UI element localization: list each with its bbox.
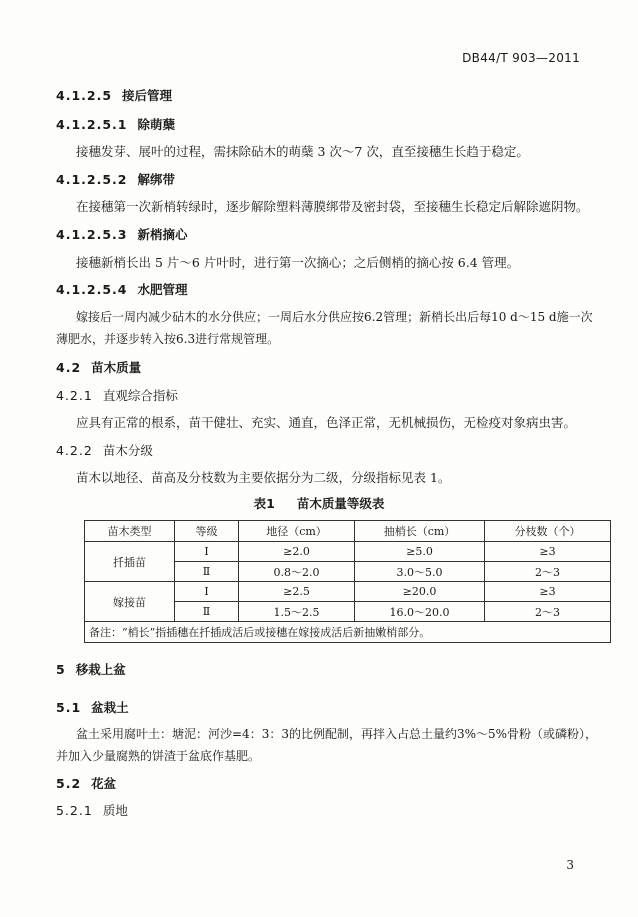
heading-5-2 bbox=[56, 774, 116, 792]
paragraph-water-fertilizer-line2: 薄肥水，并逐步转入按6.3进行常规管理。 bbox=[56, 332, 280, 346]
cell-shoot-length: ≥5.0 bbox=[355, 542, 485, 562]
cell-grade: Ⅱ bbox=[175, 562, 239, 582]
cell-branch-count: ≥3 bbox=[485, 542, 611, 562]
heading-number: 5.2.1 bbox=[56, 803, 93, 818]
table-caption bbox=[0, 494, 638, 512]
table-note-row bbox=[85, 622, 611, 643]
paragraph-potting-soil-line2: 并加入少量腐熟的饼渣于盆底作基肥。 bbox=[56, 749, 261, 763]
paragraph-untie-bands: 在接穗第一次新梢转绿时，逐步解除塑料薄膜绑带及密封袋，至接穗生长稳定后解除遮阴物。 bbox=[76, 199, 589, 214]
cell-diameter: 1.5～2.5 bbox=[239, 602, 355, 622]
heading-number: 4.1.2.5.4 bbox=[56, 282, 128, 297]
paragraph-potting-soil-line1: 盆土采用腐叶土：塘泥：河沙=4：3：3的比例配制，再拌入占总土量约3%～5%骨粉（或磷粉）， bbox=[76, 727, 598, 741]
heading-number: 5 bbox=[56, 662, 66, 677]
header-shoot-length: 抽梢长（cm） bbox=[355, 521, 485, 542]
cell-shoot-length: 16.0～20.0 bbox=[355, 602, 485, 622]
cell-diameter: ≥2.5 bbox=[239, 582, 355, 602]
paragraph-grading: 苗木以地径、苗高及分枝数为主要依据分为二级，分级指标见表 1。 bbox=[76, 470, 451, 485]
heading-title: 盆栽土 bbox=[91, 700, 129, 715]
heading-title: 质地 bbox=[102, 803, 128, 818]
heading-4-2 bbox=[56, 358, 141, 376]
heading-5 bbox=[56, 660, 126, 678]
heading-number: 4.1.2.5.3 bbox=[56, 227, 128, 242]
paragraph-visual-indicators: 应具有正常的根系，苗干健壮、充实、通直，色泽正常，无机械损伤，无检疫对象病虫害。 bbox=[76, 415, 577, 430]
heading-title: 接后管理 bbox=[122, 88, 173, 103]
heading-number: 4.2.1 bbox=[56, 388, 93, 403]
heading-title: 苗木分级 bbox=[102, 443, 153, 458]
heading-5-2-1 bbox=[56, 801, 128, 819]
heading-4-1-2-5 bbox=[56, 86, 172, 104]
cell-grade: Ⅱ bbox=[175, 602, 239, 622]
header-grade: 等级 bbox=[175, 521, 239, 542]
heading-title: 苗木质量 bbox=[91, 360, 142, 375]
table-caption-title: 苗木质量等级表 bbox=[296, 496, 385, 511]
heading-number: 4.1.2.5 bbox=[56, 88, 113, 103]
heading-title: 移栽上盆 bbox=[75, 662, 126, 677]
heading-title: 除萌蘖 bbox=[137, 117, 175, 132]
heading-number: 4.2 bbox=[56, 360, 82, 375]
heading-number: 4.2.2 bbox=[56, 443, 93, 458]
heading-title: 直观综合指标 bbox=[102, 388, 178, 403]
cell-diameter: ≥2.0 bbox=[239, 542, 355, 562]
paragraph-remove-sprouts: 接穗发芽、展叶的过程，需抹除砧木的萌蘖 3 次～7 次，直至接穗生长趋于稳定。 bbox=[76, 144, 529, 159]
cell-seedling-type: 嫁接苗 bbox=[85, 582, 175, 622]
heading-4-2-2 bbox=[56, 441, 153, 459]
header-seedling-type: 苗木类型 bbox=[85, 521, 175, 542]
cell-grade: Ⅰ bbox=[175, 582, 239, 602]
cell-grade: Ⅰ bbox=[175, 542, 239, 562]
table-caption-number: 表1 bbox=[253, 496, 275, 511]
heading-5-1 bbox=[56, 698, 129, 716]
cell-branch-count: 2～3 bbox=[485, 562, 611, 582]
heading-number: 4.1.2.5.1 bbox=[56, 117, 128, 132]
cell-branch-count: 2～3 bbox=[485, 602, 611, 622]
document-number: DB44/T 903—2011 bbox=[462, 51, 580, 65]
heading-4-1-2-5-3 bbox=[56, 225, 188, 243]
table-note: 备注：“梢长”指插穗在扦插成活后或接穗在嫁接成活后新抽嫩梢部分。 bbox=[85, 622, 611, 643]
cell-diameter: 0.8～2.0 bbox=[239, 562, 355, 582]
heading-number: 4.1.2.5.2 bbox=[56, 172, 128, 187]
paragraph-water-fertilizer-line1: 嫁接后一周内减少砧木的水分供应；一周后水分供应按6.2管理；新梢长出后每10 d～15 d施一次 bbox=[76, 310, 593, 324]
header-branch-count: 分枝数（个） bbox=[485, 521, 611, 542]
cell-shoot-length: ≥20.0 bbox=[355, 582, 485, 602]
heading-number: 5.1 bbox=[56, 700, 82, 715]
seedling-quality-table bbox=[84, 520, 611, 643]
heading-title: 解绑带 bbox=[137, 172, 175, 187]
cell-branch-count: ≥3 bbox=[485, 582, 611, 602]
heading-number: 5.2 bbox=[56, 776, 82, 791]
heading-title: 新梢摘心 bbox=[137, 227, 188, 242]
heading-4-1-2-5-1 bbox=[56, 115, 175, 133]
heading-4-2-1 bbox=[56, 386, 178, 404]
cell-seedling-type: 扦插苗 bbox=[85, 542, 175, 582]
heading-title: 水肥管理 bbox=[137, 282, 188, 297]
heading-4-1-2-5-2 bbox=[56, 170, 175, 188]
heading-4-1-2-5-4 bbox=[56, 280, 188, 298]
table-row bbox=[85, 542, 611, 562]
paragraph-topping: 接穗新梢长出 5 片～6 片叶时，进行第一次摘心；之后侧梢的摘心按 6.4 管理。 bbox=[76, 255, 520, 270]
page-number: 3 bbox=[566, 858, 574, 872]
table-header-row bbox=[85, 521, 611, 542]
table-row bbox=[85, 582, 611, 602]
heading-title: 花盆 bbox=[91, 776, 117, 791]
header-diameter: 地径（cm） bbox=[239, 521, 355, 542]
cell-shoot-length: 3.0～5.0 bbox=[355, 562, 485, 582]
